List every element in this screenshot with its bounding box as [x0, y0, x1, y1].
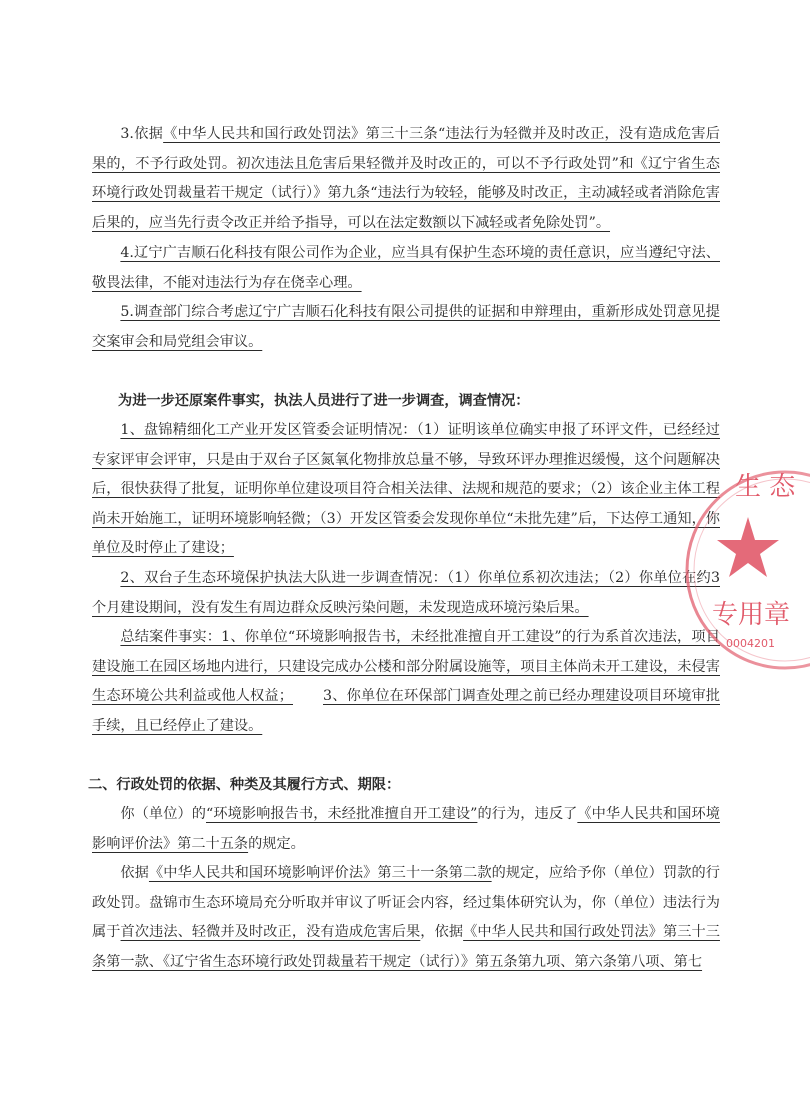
text-run: 的行为，违反了: [477, 806, 578, 822]
star-icon: [717, 517, 779, 577]
investigation-heading: [118, 387, 718, 417]
text-run: ，依据: [420, 924, 464, 941]
seal-text-bottom: 专用章: [712, 600, 791, 630]
text-run: 《中华人民共和国环境影响评价法》第三十一条第二款: [148, 865, 492, 881]
text-run: 5.调查部门综合考虑辽宁广吉顺石化科技有限公司提供的证据和申辩理由，重新形成处罚意见提交案审会和局党组会审议。: [92, 304, 720, 350]
text-run: 《中华人民共和国行政处罚法》第三十三条第一款、《辽宁省生态环境行政处罚裁量若干规定（试行）》第五条第九项、第六条第八项、第七: [92, 924, 720, 970]
text-run: 为进一步还原案件事实，执法人员进行了进一步调查，调查情况：: [118, 393, 530, 409]
text-run: 2、双台子生态环境保护执法大队进一步调查情况：（1）你单位系初次违法；（2）你单位在约3个月建设期间，没有发生有周边群众反映污染问题，未发现造成环境污染后果。: [92, 570, 720, 616]
penalty-basis-paragraph: [92, 859, 720, 977]
text-run: 《中华人民共和国行政处罚法》第三十三条“违法行为轻微并及时改正，没有造成危害后果的，不予行政处罚。初次违法且危害后果轻微并及时改正的，可以不予行政处罚”和《辽宁省生态环境行政处罚裁量若干规定（试行）》第九条“违法行为较轻，能够及时改正，主动减轻或者消除危害后果的，应当先行责令改正并给予指导，可以在法定数额以下减轻或者免除处罚”。: [92, 126, 720, 231]
finding-2: [92, 564, 720, 623]
violation-paragraph: [92, 800, 720, 859]
finding-1: [92, 416, 720, 564]
seal-text-top: 生 态: [735, 472, 796, 502]
text-run: 的规定。: [248, 835, 305, 852]
section-2-heading: [88, 771, 716, 801]
text-run: 《中华人民共和国环境影响评价法》第二十五条: [92, 806, 720, 852]
official-seal: [690, 455, 810, 715]
case-summary: [92, 623, 720, 741]
text-run: 总结案件事实：1、你单位“环境影响报告书，未经批准擅自开工建设”的行为系首次违法，项目建设施工在园区场地内进行，只建设完成办公楼和部分附属设施等，项目主体尚未开工建设，未侵害生态环境公共利益或他人权益；: [92, 629, 720, 705]
text-run: 3.依据: [120, 126, 164, 142]
text-run: 二、行政处罚的依据、种类及其履行方式、期限：: [88, 777, 401, 793]
paragraph-5: [92, 298, 720, 357]
text-run: 4.辽宁广吉顺石化科技有限公司作为企业，应当具有保护生态环境的责任意识，应当遵纪守法、敬畏法律，不能对违法行为存在侥幸心理。: [92, 245, 720, 291]
text-run: 的规定，应给予你（单位）罚款的行政处罚。盘锦市生态环境局充分听取并审议了听证会内容，经过集体研究认为，你（单位）违法行为属于: [92, 865, 720, 941]
seal-number: 0004201: [726, 637, 775, 650]
paragraph-3: [92, 120, 720, 238]
text-run: “环境影响报告书，未经批准擅自开工建设”: [206, 806, 478, 822]
text-run: 1、盘锦精细化工产业开发区管委会证明情况：（1）证明该单位确实申报了环评文件，已经经过专家评审会评审，只是由于双台子区氮氧化物排放总量不够，导致环评办理推迟缓慢，这个问题解决后，很快获得了批复，证明你单位建设项目符合相关法律、法规和规范的要求；（2）该企业主体工程尚未开始施工，证明环境影响轻微；（3）开发区管委会发现你单位“未批先建”后，下达停工通知，你单位及时停止了建设；: [92, 422, 720, 557]
text-run: 3、你单位在环保部门调查处理之前已经办理建设项目环境审批手续，且已经停止了建设。: [92, 688, 720, 734]
text-run: 首次违法、轻微并及时改正，没有造成危害后果: [120, 924, 421, 941]
text-run: 依据: [120, 865, 149, 881]
text-run: 你（单位）的: [120, 806, 206, 822]
paragraph-4: [92, 239, 720, 298]
